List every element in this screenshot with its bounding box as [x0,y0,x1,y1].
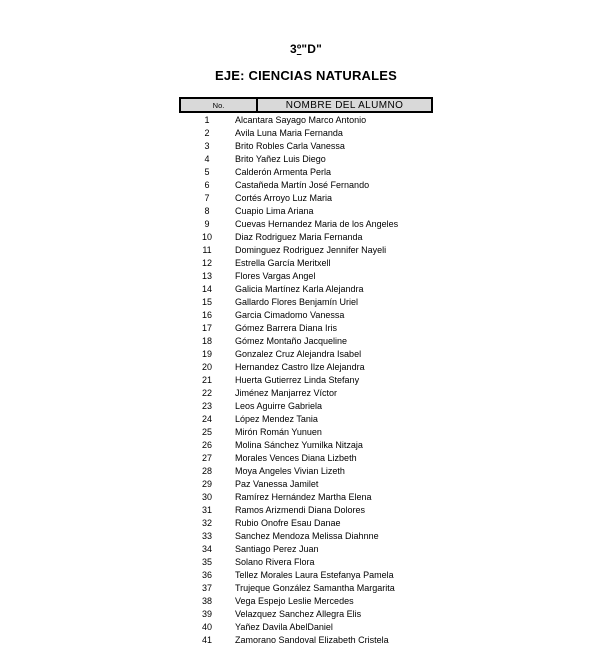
table-row [179,166,433,179]
row-student-name: Velazquez Sanchez Allegra Elis [235,609,362,619]
row-number: 37 [201,583,212,593]
row-student-name: Gonzalez Cruz Alejandra Isabel [235,349,362,359]
table-row [179,127,433,140]
page-title [0,42,612,56]
row-student-name: Rubio Onofre Esau Danae [235,518,341,528]
row-student-name: Castañeda Martín José Fernando [235,180,370,190]
row-student-name: Ramos Arizmendi Diana Dolores [235,505,366,515]
row-student-name: Hernandez Castro Ilze Alejandra [235,362,365,372]
row-number: 6 [204,180,210,190]
table-row [179,569,433,582]
row-number: 32 [201,518,212,528]
table-row [179,374,433,387]
table-row [179,244,433,257]
row-student-name: Alcantara Sayago Marco Antonio [235,115,367,125]
row-student-name: Moya Angeles Vivian Lizeth [235,466,345,476]
row-number: 15 [201,297,212,307]
row-student-name: Estrella García Meritxell [235,258,331,268]
row-student-name: Gallardo Flores Benjamín Uriel [235,297,359,307]
row-student-name: Sanchez Mendoza Melissa Diahnne [235,531,379,541]
row-student-name: Tellez Morales Laura Estefanya Pamela [235,570,394,580]
table-row [179,608,433,621]
row-number: 4 [204,154,210,164]
table-row [179,114,433,127]
table-row [179,231,433,244]
row-number: 28 [201,466,212,476]
table-row [179,478,433,491]
table-header-row [179,97,433,113]
row-number: 17 [201,323,212,333]
table-row [179,634,433,647]
table-row [179,387,433,400]
row-student-name: Ramírez Hernández Martha Elena [235,492,372,502]
row-number: 20 [201,362,212,372]
table-row [179,413,433,426]
row-number: 7 [204,193,210,203]
row-number: 30 [201,492,212,502]
row-student-name: Galicia Martínez Karla Alejandra [235,284,364,294]
row-student-name: Molina Sánchez Yumilka Nitzaja [235,440,363,450]
row-student-name: Yañez Davila AbelDaniel [235,622,333,632]
column-header-name: NOMBRE DEL ALUMNO [285,99,404,111]
table-row [179,517,433,530]
row-number: 21 [201,375,212,385]
table-row [179,621,433,634]
row-number: 19 [201,349,212,359]
row-number: 1 [204,115,210,125]
table-row [179,543,433,556]
table-row [179,504,433,517]
row-student-name: Vega Espejo Leslie Mercedes [235,596,354,606]
student-table [179,97,433,647]
page-title-ordinal: º [296,42,302,56]
row-student-name: Mirón Román Yunuen [235,427,322,437]
row-student-name: Cuevas Hernandez Maria de los Angeles [235,219,399,229]
table-row [179,179,433,192]
row-number: 40 [201,622,212,632]
row-number: 29 [201,479,212,489]
row-number: 23 [201,401,212,411]
row-student-name: Dominguez Rodriguez Jennifer Nayeli [235,245,387,255]
row-number: 33 [201,531,212,541]
table-row [179,309,433,322]
row-student-name: Flores Vargas Angel [235,271,316,281]
page-title-grade: 3 [289,42,297,56]
row-number: 39 [201,609,212,619]
row-number: 22 [201,388,212,398]
row-number: 11 [202,245,212,255]
row-student-name: Brito Robles Carla Vanessa [235,141,345,151]
table-row [179,491,433,504]
row-student-name: Brito Yañez Luis Diego [235,154,326,164]
row-number: 38 [201,596,212,606]
table-row [179,153,433,166]
row-student-name: Santiago Perez Juan [235,544,319,554]
row-number: 12 [201,258,212,268]
row-number: 24 [201,414,212,424]
row-student-name: Cortés Arroyo Luz Maria [235,193,333,203]
row-number: 9 [204,219,210,229]
table-row [179,465,433,478]
row-student-name: Gómez Montaño Jacqueline [235,336,348,346]
row-student-name: Solano Rivera Flora [235,557,315,567]
row-number: 2 [204,128,210,138]
row-student-name: López Mendez Tania [235,414,318,424]
table-row [179,218,433,231]
row-number: 27 [201,453,212,463]
table-row [179,270,433,283]
row-student-name: Huerta Gutierrez Linda Stefany [235,375,360,385]
row-student-name: Zamorano Sandoval Elizabeth Cristela [235,635,389,645]
table-body [179,114,433,647]
row-number: 26 [201,440,212,450]
page-subtitle: EJE: CIENCIAS NATURALES [214,68,398,83]
table-row [179,556,433,569]
table-row [179,140,433,153]
row-number: 35 [201,557,212,567]
row-number: 5 [204,167,210,177]
row-student-name: Cuapio Lima Ariana [235,206,314,216]
row-student-name: Morales Vences Diana Lizbeth [235,453,357,463]
table-row [179,192,433,205]
row-student-name: Paz Vanessa Jamilet [235,479,319,489]
row-number: 31 [201,505,212,515]
row-number: 36 [201,570,212,580]
row-student-name: Diaz Rodriguez Maria Fernanda [235,232,363,242]
table-row [179,296,433,309]
row-number: 14 [201,284,212,294]
table-row [179,582,433,595]
row-student-name: Calderón Armenta Perla [235,167,332,177]
table-row [179,530,433,543]
row-student-name: Avila Luna Maria Fernanda [235,128,343,138]
table-row [179,205,433,218]
row-number: 13 [201,271,212,281]
table-row [179,335,433,348]
table-row [179,452,433,465]
table-row [179,322,433,335]
table-row [179,283,433,296]
row-student-name: Trujeque González Samantha Margarita [235,583,395,593]
table-row [179,257,433,270]
row-number: 8 [204,206,210,216]
row-student-name: Garcia Cimadomo Vanessa [235,310,345,320]
row-student-name: Jiménez Manjarrez Víctor [235,388,338,398]
table-row [179,595,433,608]
page-title-group: "D" [301,42,323,56]
table-row [179,400,433,413]
row-number: 25 [201,427,212,437]
row-number: 10 [201,232,212,242]
row-number: 41 [201,635,212,645]
row-number: 34 [201,544,212,554]
table-row [179,348,433,361]
column-header-number: No. [181,99,258,111]
row-student-name: Leos Aguirre Gabriela [235,401,323,411]
table-row [179,361,433,374]
row-number: 18 [201,336,212,346]
row-number: 16 [201,310,212,320]
row-number: 3 [204,141,210,151]
row-student-name: Gómez Barrera Diana Iris [235,323,338,333]
table-row [179,439,433,452]
table-row [179,426,433,439]
